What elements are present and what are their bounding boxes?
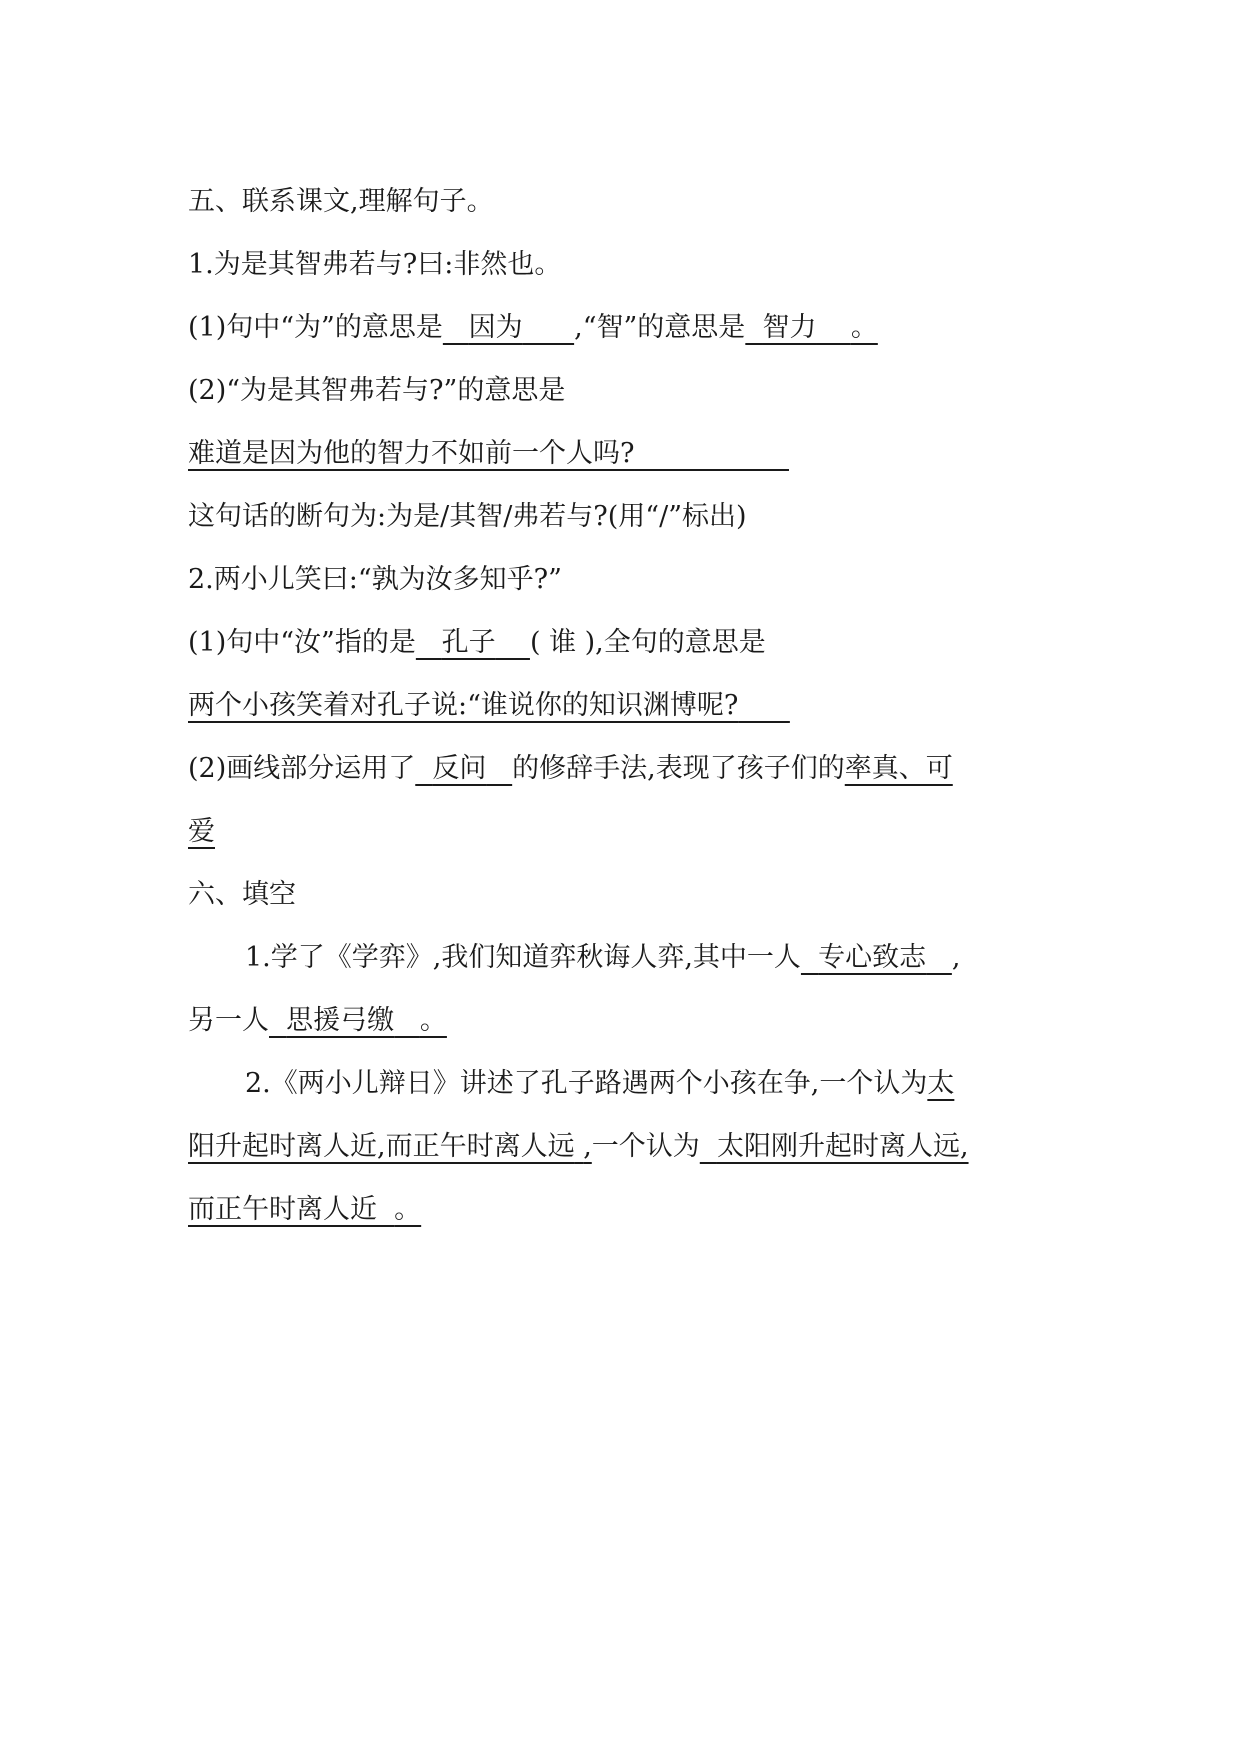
- section-6-heading: 六、填空: [188, 879, 296, 910]
- q2-part1-answer: 两个小孩笑着对孔子说:“谁说你的知识渊博呢?: [188, 690, 739, 721]
- fill-q2-answer-2b: 而正午时离人近 。: [188, 1194, 422, 1225]
- q2-part1-answer-line: [188, 686, 790, 726]
- q2-part1-paren: ( 谁 ),全句的意思是: [529, 627, 766, 658]
- fill-q2-line2: [188, 1127, 969, 1167]
- fill-q1-answer-2: 思援弓缴 。: [286, 1005, 447, 1036]
- fill-q1-line2-prefix: 另一人: [188, 1005, 269, 1036]
- q1-part1-prefix: (1)句中“为”的意思是: [188, 312, 443, 343]
- q1-part2-prefix: (2)“为是其智弗若与?”的意思是: [188, 375, 566, 406]
- q1-part2-answer: 难道是因为他的智力不如前一个人吗?: [188, 438, 635, 469]
- fill-q2-line1: [245, 1064, 954, 1104]
- q2-part2-answer-1: 反问: [432, 753, 487, 784]
- fill-q2-answer-2a: 太阳刚升起时离人远,: [716, 1131, 969, 1162]
- fill-q1-answer-1: 专心致志: [818, 942, 927, 973]
- q2-part2-mid: 的修辞手法,表现了孩子们的: [512, 753, 845, 784]
- q1-part1: [188, 308, 878, 348]
- fill-q2-line3: [188, 1190, 421, 1230]
- fill-q2-answer-1b: 阳升起时离人近,而正午时离人远 ,: [188, 1131, 592, 1162]
- fill-q2-answer-1a: 太: [927, 1068, 955, 1099]
- fill-q1-comma: ,: [951, 942, 961, 973]
- q1-part1-answer-1: 因为: [468, 312, 523, 343]
- q2-part1-prefix: (1)句中“汝”指的是: [188, 627, 416, 658]
- fill-q1-line1: [245, 938, 960, 978]
- section-5-heading: 五、联系课文,理解句子。: [188, 186, 494, 217]
- q1-part1-answer-2: 智力 。: [762, 312, 878, 343]
- q2-part2-answer-2a: 率真、可: [844, 753, 953, 784]
- q1-part1-mid: ,“智”的意思是: [574, 312, 746, 343]
- fill-q2-mid: 一个认为: [591, 1131, 700, 1162]
- fill-q2-prefix: 2.《两小儿辩日》讲述了孔子路遇两个小孩在争,一个认为: [245, 1068, 928, 1099]
- q1-sentence-break: 这句话的断句为:为是/其智/弗若与?(用“/”标出): [188, 501, 747, 532]
- q2-part2: [188, 749, 953, 789]
- q2-title: 2.两小儿笑曰:“孰为汝多知乎?”: [188, 564, 562, 595]
- q2-part2-continued: [188, 812, 215, 852]
- fill-q1-line2: [188, 1001, 447, 1041]
- q2-part1-answer-1: 孔子: [441, 627, 496, 658]
- fill-q1-prefix: 1.学了《学弈》,我们知道弈秋诲人弈,其中一人: [245, 942, 801, 973]
- q1-part2-answer-line: [188, 434, 789, 474]
- q2-part2-answer-2b: 爱: [188, 816, 215, 847]
- q1-title: 1.为是其智弗若与?曰:非然也。: [188, 249, 562, 280]
- q2-part2-prefix: (2)画线部分运用了: [188, 753, 416, 784]
- q2-part1: [188, 623, 766, 663]
